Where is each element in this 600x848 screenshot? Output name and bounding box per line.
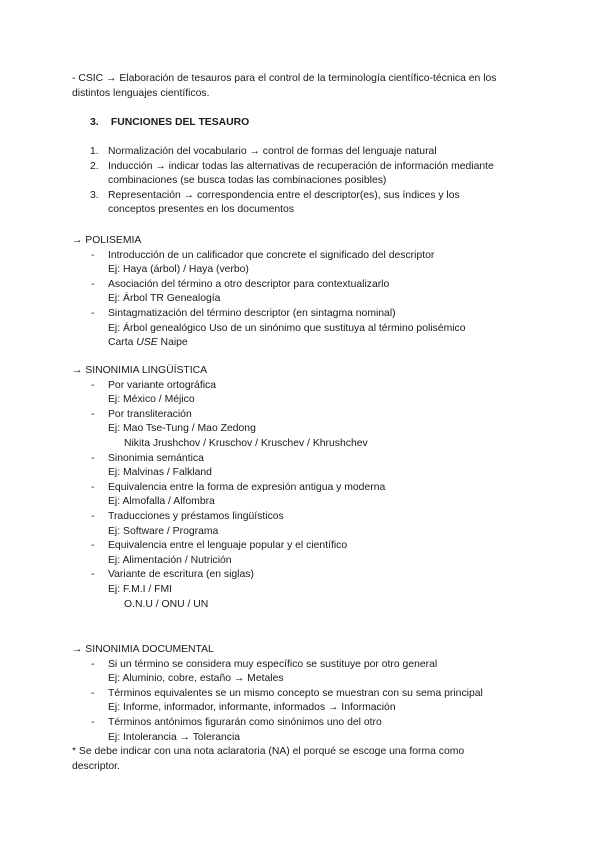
sinonimia-documental-section <box>72 643 542 774</box>
example-line: Ej: Mao Tse-Tung / Mao Zedong <box>108 423 256 435</box>
item-text: Por variante ortográfica <box>108 379 217 391</box>
functions-list <box>72 145 542 218</box>
section-title: FUNCIONES DEL TESAURO <box>110 117 250 128</box>
item-text: Introducción de un calificador que concrete el significado del descriptor <box>108 249 435 261</box>
example-text: Carta <box>108 337 137 349</box>
list-item <box>72 379 542 394</box>
use-keyword: USE <box>136 337 158 349</box>
dash-bullet: - <box>91 510 95 522</box>
list-item <box>72 658 542 673</box>
intro-line: - CSIC → Elaboración de tesauros para el control de la terminología científico-técnica en los <box>72 73 497 84</box>
example-line: Ej: Almofalla / Alfombra <box>108 496 215 508</box>
section-heading: → POLISEMIA <box>72 235 142 246</box>
dash-bullet: - <box>91 569 95 581</box>
dash-bullet: - <box>91 452 95 464</box>
example-line: Ej: Alimentación / Nutrición <box>108 554 232 566</box>
item-text: Variante de escritura (en siglas) <box>108 569 254 581</box>
item-text: Inducción → indicar todas las alternativas de recuperación de información mediante <box>108 160 494 172</box>
example-line <box>72 336 542 351</box>
intro-line: distintos lenguajes científicos. <box>72 87 210 99</box>
item-number: 1. <box>90 146 99 157</box>
example-line: Ej: F.M.I / FMI <box>108 583 173 595</box>
list-item <box>72 716 542 731</box>
list-item <box>72 307 542 322</box>
item-text: Equivalencia entre el lenguaje popular y el científico <box>108 540 348 552</box>
dash-bullet: - <box>91 658 95 670</box>
example-line: Ej: México / Méjico <box>108 394 195 406</box>
dash-bullet: - <box>91 307 95 319</box>
dash-bullet: - <box>91 278 95 290</box>
list-item <box>72 249 542 264</box>
list-item <box>72 160 542 189</box>
item-text: Términos antónimos figurarán como sinónimos uno del otro <box>108 716 382 728</box>
item-text: Términos equivalentes se un mismo concepto se muestran con su sema principal <box>108 687 483 699</box>
dash-bullet: - <box>91 379 95 391</box>
example-text: Naipe <box>157 337 188 349</box>
item-text: conceptos presentes en los documentos <box>108 204 294 216</box>
section-number: 3. <box>90 117 99 128</box>
item-text: Equivalencia entre la forma de expresión antigua y moderna <box>108 481 386 493</box>
item-number: 3. <box>90 189 99 201</box>
item-text: Sintagmatización del término descriptor (en sintagma nominal) <box>108 307 396 319</box>
item-text: Por transliteración <box>108 408 192 420</box>
item-text: Si un término se considera muy específico se sustituye por otro general <box>108 658 438 670</box>
item-text: Normalización del vocabulario → control de formas del lenguaje natural <box>108 146 437 157</box>
example-line: Ej: Haya (árbol) / Haya (verbo) <box>108 264 249 276</box>
item-text: Representación → correspondencia entre el descriptor(es), sus índices y los <box>108 189 460 201</box>
example-line: Ej: Informe, informador, informante, informados → Información <box>108 702 396 714</box>
footnote: descriptor. <box>72 760 120 772</box>
list-item <box>72 481 542 496</box>
list-item <box>72 539 542 554</box>
section-heading <box>72 116 542 131</box>
sinonimia-linguistica-section <box>72 364 542 612</box>
dash-bullet: - <box>91 408 95 420</box>
dash-bullet: - <box>91 540 95 552</box>
list-item <box>72 408 542 423</box>
example-line: Ej: Árbol genealógico Uso de un sinónimo que sustituya al término polisémico <box>108 322 466 334</box>
list-item <box>72 568 542 583</box>
item-text: Traducciones y préstamos lingüísticos <box>108 510 284 522</box>
list-item <box>72 687 542 702</box>
item-number: 2. <box>90 160 99 172</box>
list-item <box>72 510 542 525</box>
section-heading: → SINONIMIA DOCUMENTAL <box>72 644 214 655</box>
footnote: * Se debe indicar con una nota aclaratoria (NA) el porqué se escoge una forma como <box>72 746 465 758</box>
section-heading: → SINONIMIA LINGÜÍSTICA <box>72 365 208 376</box>
example-line: Ej: Árbol TR Genealogía <box>108 293 221 305</box>
example-line: Ej: Intolerancia → Tolerancia <box>108 731 241 743</box>
polisemia-section <box>72 234 542 351</box>
list-item <box>72 145 542 160</box>
list-item <box>72 278 542 293</box>
example-line: Ej: Malvinas / Falkland <box>108 467 212 479</box>
item-text: combinaciones (se busca todas las combinaciones posibles) <box>108 175 387 187</box>
list-item <box>72 189 542 218</box>
dash-bullet: - <box>91 249 95 261</box>
item-text: Asociación del término a otro descriptor para contextualizarlo <box>108 278 390 290</box>
dash-bullet: - <box>91 716 95 728</box>
item-text: Sinonimia semántica <box>108 452 204 464</box>
example-line: Ej: Aluminio, cobre, estaño → Metales <box>108 673 284 685</box>
example-line: Ej: Software / Programa <box>108 525 219 537</box>
dash-bullet: - <box>91 481 95 493</box>
dash-bullet: - <box>91 687 95 699</box>
example-line: Nikita Jrushchov / Kruschov / Kruschev / Khrushchev <box>124 437 368 449</box>
example-line: O.N.U / ONU / UN <box>124 598 209 610</box>
list-item <box>72 452 542 467</box>
intro-paragraph <box>72 72 542 101</box>
